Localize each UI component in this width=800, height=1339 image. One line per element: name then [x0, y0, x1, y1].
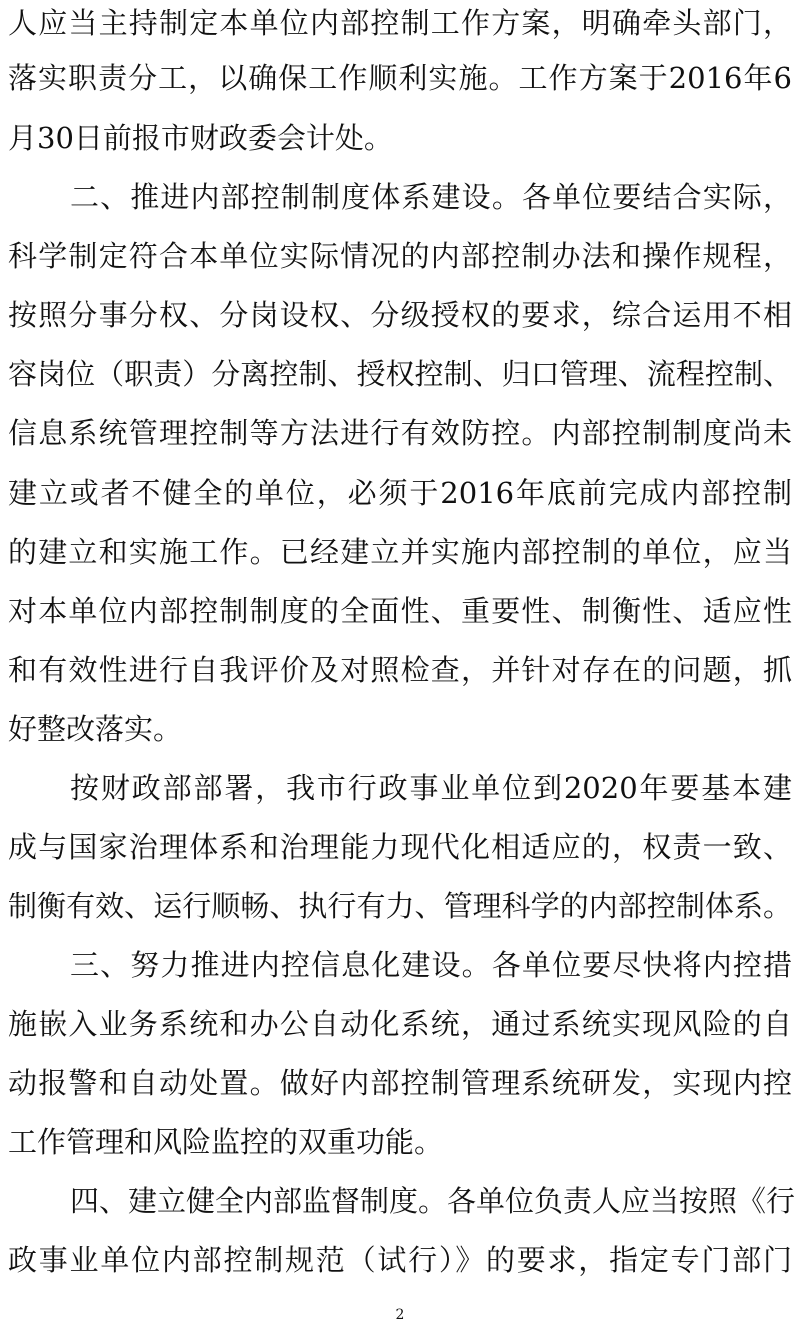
- page-number: 2: [395, 1307, 405, 1323]
- text-line: 工作管理和风险监控的双重功能。: [8, 1125, 444, 1159]
- text-line: 建立或者不健全的单位，必须于2016年底前完成内部控制: [8, 476, 792, 510]
- paragraph-start-line: 二、推进内部控制制度体系建设。各单位要结合实际，: [70, 180, 792, 214]
- text-line: 政事业单位内部控制规范（试行）》的要求，指定专门部门: [8, 1243, 792, 1277]
- text-line: 容岗位（职责）分离控制、授权控制、归口管理、流程控制、: [8, 357, 792, 391]
- paragraph-start-line: 四、建立健全内部监督制度。各单位负责人应当按照《行: [70, 1184, 796, 1218]
- text-line: 科学制定符合本单位实际情况的内部控制办法和操作规程，: [8, 239, 792, 273]
- text-line: 和有效性进行自我评价及对照检查，并针对存在的问题，抓: [8, 653, 792, 687]
- text-line: 制衡有效、运行顺畅、执行有力、管理科学的内部控制体系。: [8, 889, 792, 923]
- text-line: 按照分事分权、分岗设权、分级授权的要求，综合运用不相: [8, 298, 792, 332]
- text-line: 信息系统管理控制等方法进行有效防控。内部控制制度尚未: [8, 416, 792, 450]
- paragraph-start-line: 三、努力推进内控信息化建设。各单位要尽快将内控措: [70, 948, 792, 982]
- text-line: 的建立和实施工作。已经建立并实施内部控制的单位，应当: [8, 535, 792, 569]
- text-line: 动报警和自动处置。做好内部控制管理系统研发，实现内控: [8, 1066, 792, 1100]
- text-line: 对本单位内部控制制度的全面性、重要性、制衡性、适应性: [8, 594, 792, 628]
- text-line: 人应当主持制定本单位内部控制工作方案，明确牵头部门，: [8, 6, 792, 40]
- text-line: 施嵌入业务系统和办公自动化系统，通过系统实现风险的自: [8, 1007, 792, 1041]
- text-line: 落实职责分工，以确保工作顺利实施。工作方案于2016年6: [8, 61, 792, 95]
- text-line: 月30日前报市财政委会计处。: [8, 121, 393, 155]
- text-line: 成与国家治理体系和治理能力现代化相适应的，权责一致、: [8, 830, 792, 864]
- text-line: 好整改落实。: [8, 712, 183, 746]
- paragraph-start-line: 按财政部部署，我市行政事业单位到2020年要基本建: [70, 771, 792, 805]
